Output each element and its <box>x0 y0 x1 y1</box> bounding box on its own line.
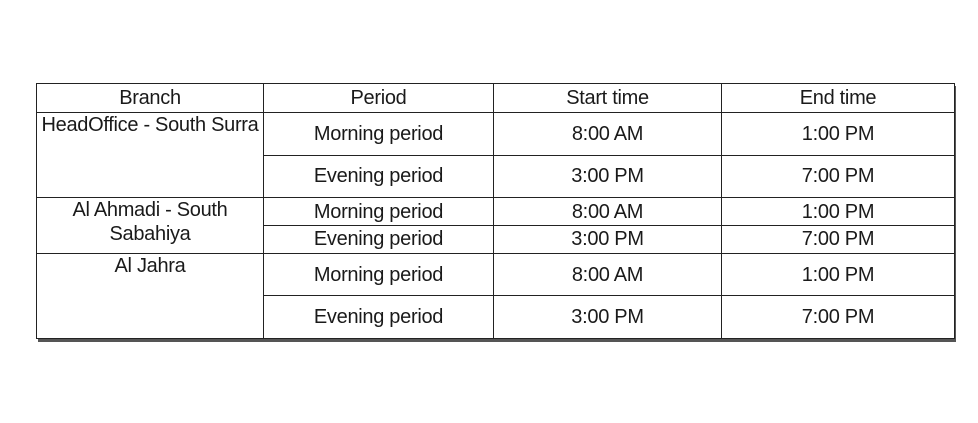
end-time-cell: 7:00 PM <box>722 296 955 339</box>
end-time-cell: 7:00 PM <box>722 155 955 198</box>
period-cell: Morning period <box>264 113 494 156</box>
branch-name: Al Ahmadi - South Sabahiya <box>37 198 264 254</box>
start-time-cell: 8:00 AM <box>494 113 722 156</box>
end-time-cell: 1:00 PM <box>722 253 955 296</box>
period-cell: Evening period <box>264 296 494 339</box>
start-time-cell: 3:00 PM <box>494 155 722 198</box>
end-time-cell: 1:00 PM <box>722 113 955 156</box>
end-time-cell: 1:00 PM <box>722 198 955 226</box>
period-cell: Evening period <box>264 226 494 254</box>
working-hours-table <box>36 83 955 339</box>
start-time-cell: 8:00 AM <box>494 253 722 296</box>
branch-name: Al Jahra <box>37 253 264 338</box>
table-header-row <box>37 84 955 113</box>
branch-name: HeadOffice - South Surra <box>37 113 264 198</box>
period-cell: Evening period <box>264 155 494 198</box>
period-cell: Morning period <box>264 198 494 226</box>
end-time-cell: 7:00 PM <box>722 226 955 254</box>
working-hours-table-wrapper <box>36 83 954 339</box>
header-period: Period <box>264 84 494 113</box>
header-branch: Branch <box>37 84 264 113</box>
header-end-time: End time <box>722 84 955 113</box>
period-cell: Morning period <box>264 253 494 296</box>
start-time-cell: 3:00 PM <box>494 226 722 254</box>
start-time-cell: 8:00 AM <box>494 198 722 226</box>
table-row <box>37 198 955 226</box>
start-time-cell: 3:00 PM <box>494 296 722 339</box>
table-row <box>37 113 955 156</box>
table-row <box>37 253 955 296</box>
header-start-time: Start time <box>494 84 722 113</box>
